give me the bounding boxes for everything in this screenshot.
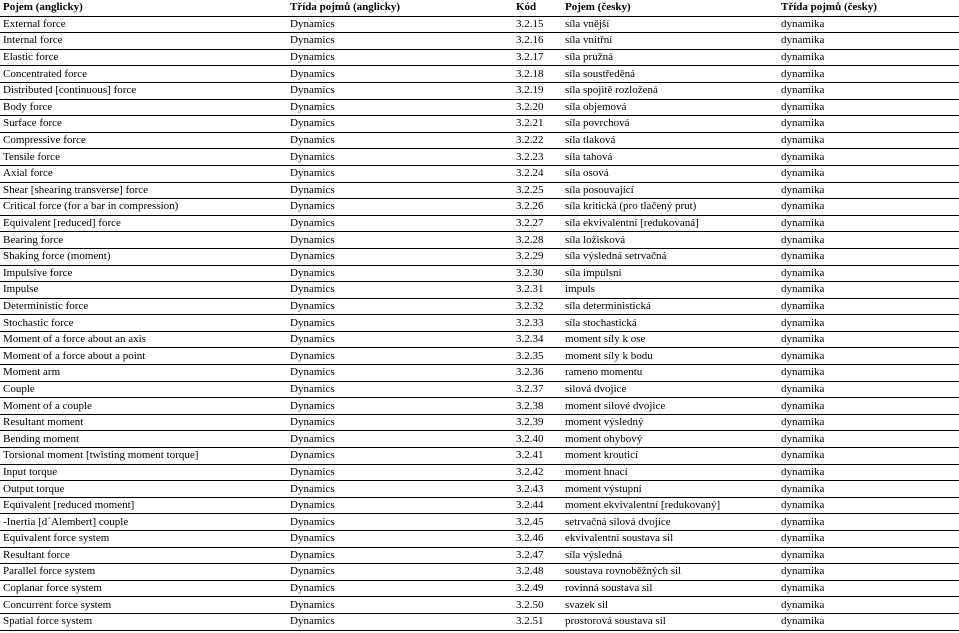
code-cell: 3.2.18 bbox=[513, 66, 562, 83]
table-row bbox=[0, 481, 959, 498]
class-english-cell: Dynamics bbox=[287, 331, 513, 348]
code-cell: 3.2.49 bbox=[513, 580, 562, 597]
code-cell: 3.2.44 bbox=[513, 497, 562, 514]
code-cell: 3.2.35 bbox=[513, 348, 562, 365]
code-cell: 3.2.15 bbox=[513, 16, 562, 33]
class-czech-cell: dynamika bbox=[778, 381, 959, 398]
class-czech-cell: dynamika bbox=[778, 597, 959, 614]
class-czech-cell: dynamika bbox=[778, 531, 959, 548]
term-english-cell: Shaking force (moment) bbox=[0, 248, 287, 265]
code-cell: 3.2.34 bbox=[513, 331, 562, 348]
term-czech-cell: síla ložisková bbox=[562, 232, 778, 249]
class-english-cell: Dynamics bbox=[287, 33, 513, 50]
class-czech-cell: dynamika bbox=[778, 132, 959, 149]
term-czech-cell: moment výstupní bbox=[562, 481, 778, 498]
term-czech-cell: síla vnější bbox=[562, 16, 778, 33]
class-czech-cell: dynamika bbox=[778, 182, 959, 199]
class-english-cell: Dynamics bbox=[287, 282, 513, 299]
term-czech-cell: síla ekvivalentní [redukovaná] bbox=[562, 215, 778, 232]
table-row bbox=[0, 165, 959, 182]
class-czech-cell: dynamika bbox=[778, 431, 959, 448]
table-row bbox=[0, 232, 959, 249]
code-cell: 3.2.31 bbox=[513, 282, 562, 299]
code-cell: 3.2.19 bbox=[513, 82, 562, 99]
code-cell: 3.2.30 bbox=[513, 265, 562, 282]
term-czech-cell: síla stochastická bbox=[562, 315, 778, 332]
class-czech-cell: dynamika bbox=[778, 232, 959, 249]
term-english-cell: -Inertia [d´Alembert] couple bbox=[0, 514, 287, 531]
class-english-cell: Dynamics bbox=[287, 448, 513, 465]
class-czech-cell: dynamika bbox=[778, 282, 959, 299]
term-czech-cell: moment výsledný bbox=[562, 414, 778, 431]
class-english-cell: Dynamics bbox=[287, 531, 513, 548]
code-cell: 3.2.33 bbox=[513, 315, 562, 332]
class-czech-cell: dynamika bbox=[778, 398, 959, 415]
code-cell: 3.2.32 bbox=[513, 298, 562, 315]
term-czech-cell: síla kritická (pro tlačený prut) bbox=[562, 199, 778, 216]
table-row bbox=[0, 547, 959, 564]
table-row bbox=[0, 215, 959, 232]
term-czech-cell: moment krouticí bbox=[562, 448, 778, 465]
class-english-cell: Dynamics bbox=[287, 381, 513, 398]
term-czech-cell: moment síly k ose bbox=[562, 331, 778, 348]
class-czech-cell: dynamika bbox=[778, 315, 959, 332]
term-czech-cell: síla vnitřní bbox=[562, 33, 778, 50]
term-czech-cell: moment hnací bbox=[562, 464, 778, 481]
term-english-cell: Torsional moment [twisting moment torque] bbox=[0, 448, 287, 465]
code-cell: 3.2.47 bbox=[513, 547, 562, 564]
class-czech-cell: dynamika bbox=[778, 448, 959, 465]
code-cell: 3.2.23 bbox=[513, 149, 562, 166]
class-english-cell: Dynamics bbox=[287, 613, 513, 630]
table-row bbox=[0, 497, 959, 514]
term-english-cell: Concentrated force bbox=[0, 66, 287, 83]
term-english-cell: Impulsive force bbox=[0, 265, 287, 282]
code-cell: 3.2.29 bbox=[513, 248, 562, 265]
term-czech-cell: moment ekvivalentní [redukovaný] bbox=[562, 497, 778, 514]
code-cell: 3.2.40 bbox=[513, 431, 562, 448]
code-cell: 3.2.43 bbox=[513, 481, 562, 498]
term-czech-cell: síla objemová bbox=[562, 99, 778, 116]
code-cell: 3.2.27 bbox=[513, 215, 562, 232]
term-english-cell: Critical force (for a bar in compression) bbox=[0, 199, 287, 216]
class-czech-cell: dynamika bbox=[778, 149, 959, 166]
term-czech-cell: moment ohybový bbox=[562, 431, 778, 448]
table-row bbox=[0, 613, 959, 630]
table-row bbox=[0, 248, 959, 265]
class-czech-cell: dynamika bbox=[778, 331, 959, 348]
code-cell: 3.2.17 bbox=[513, 49, 562, 66]
class-czech-cell: dynamika bbox=[778, 199, 959, 216]
term-czech-cell: síla tahová bbox=[562, 149, 778, 166]
table-row bbox=[0, 431, 959, 448]
term-english-cell: Internal force bbox=[0, 33, 287, 50]
table-row bbox=[0, 531, 959, 548]
term-english-cell: Spatial force system bbox=[0, 613, 287, 630]
class-czech-cell: dynamika bbox=[778, 547, 959, 564]
term-english-cell: Shear [shearing transverse] force bbox=[0, 182, 287, 199]
class-czech-cell: dynamika bbox=[778, 82, 959, 99]
class-english-cell: Dynamics bbox=[287, 481, 513, 498]
class-english-cell: Dynamics bbox=[287, 564, 513, 581]
class-czech-cell: dynamika bbox=[778, 580, 959, 597]
table-row bbox=[0, 99, 959, 116]
term-english-cell: Equivalent [reduced moment] bbox=[0, 497, 287, 514]
table-row bbox=[0, 49, 959, 66]
class-english-cell: Dynamics bbox=[287, 248, 513, 265]
class-czech-cell: dynamika bbox=[778, 49, 959, 66]
term-czech-cell: síla spojitě rozložená bbox=[562, 82, 778, 99]
term-english-cell: External force bbox=[0, 16, 287, 33]
class-czech-cell: dynamika bbox=[778, 16, 959, 33]
term-english-cell: Compressive force bbox=[0, 132, 287, 149]
term-english-cell: Equivalent force system bbox=[0, 531, 287, 548]
table-row bbox=[0, 282, 959, 299]
term-czech-cell: síla soustředěná bbox=[562, 66, 778, 83]
table-row bbox=[0, 82, 959, 99]
term-english-cell: Couple bbox=[0, 381, 287, 398]
term-english-cell: Body force bbox=[0, 99, 287, 116]
class-english-cell: Dynamics bbox=[287, 182, 513, 199]
class-english-cell: Dynamics bbox=[287, 597, 513, 614]
term-english-cell: Bearing force bbox=[0, 232, 287, 249]
term-english-cell: Moment of a force about an axis bbox=[0, 331, 287, 348]
code-cell: 3.2.26 bbox=[513, 199, 562, 216]
term-english-cell: Parallel force system bbox=[0, 564, 287, 581]
class-czech-cell: dynamika bbox=[778, 564, 959, 581]
code-cell: 3.2.16 bbox=[513, 33, 562, 50]
class-czech-cell: dynamika bbox=[778, 33, 959, 50]
term-english-cell: Moment of a force about a point bbox=[0, 348, 287, 365]
table-row bbox=[0, 564, 959, 581]
term-english-cell: Bending moment bbox=[0, 431, 287, 448]
table-row bbox=[0, 16, 959, 33]
class-czech-cell: dynamika bbox=[778, 613, 959, 630]
table-row bbox=[0, 398, 959, 415]
class-english-cell: Dynamics bbox=[287, 348, 513, 365]
code-cell: 3.2.46 bbox=[513, 531, 562, 548]
term-english-cell: Equivalent [reduced] force bbox=[0, 215, 287, 232]
table-row bbox=[0, 116, 959, 133]
table-row bbox=[0, 580, 959, 597]
term-english-cell: Distributed [continuous] force bbox=[0, 82, 287, 99]
class-czech-cell: dynamika bbox=[778, 265, 959, 282]
table-row bbox=[0, 33, 959, 50]
term-english-cell: Moment arm bbox=[0, 365, 287, 382]
table-row bbox=[0, 265, 959, 282]
class-english-cell: Dynamics bbox=[287, 547, 513, 564]
header-class-czech: Třída pojmů (česky) bbox=[778, 0, 959, 16]
table-row bbox=[0, 182, 959, 199]
term-english-cell: Axial force bbox=[0, 165, 287, 182]
table-row bbox=[0, 448, 959, 465]
term-english-cell: Elastic force bbox=[0, 49, 287, 66]
code-cell: 3.2.36 bbox=[513, 365, 562, 382]
term-czech-cell: síla posouvající bbox=[562, 182, 778, 199]
table-row bbox=[0, 149, 959, 166]
term-czech-cell: impuls bbox=[562, 282, 778, 299]
code-cell: 3.2.45 bbox=[513, 514, 562, 531]
code-cell: 3.2.25 bbox=[513, 182, 562, 199]
class-english-cell: Dynamics bbox=[287, 497, 513, 514]
table-row bbox=[0, 348, 959, 365]
code-cell: 3.2.22 bbox=[513, 132, 562, 149]
table-body bbox=[0, 16, 959, 630]
term-czech-cell: soustava rovnoběžných sil bbox=[562, 564, 778, 581]
term-czech-cell: moment silové dvojice bbox=[562, 398, 778, 415]
term-english-cell: Impulse bbox=[0, 282, 287, 299]
class-english-cell: Dynamics bbox=[287, 116, 513, 133]
table-row bbox=[0, 66, 959, 83]
term-czech-cell: síla tlaková bbox=[562, 132, 778, 149]
term-english-cell: Surface force bbox=[0, 116, 287, 133]
term-czech-cell: prostorová soustava sil bbox=[562, 613, 778, 630]
term-english-cell: Resultant moment bbox=[0, 414, 287, 431]
table-row bbox=[0, 514, 959, 531]
class-czech-cell: dynamika bbox=[778, 365, 959, 382]
class-english-cell: Dynamics bbox=[287, 66, 513, 83]
term-english-cell: Concurrent force system bbox=[0, 597, 287, 614]
table-row bbox=[0, 381, 959, 398]
class-english-cell: Dynamics bbox=[287, 398, 513, 415]
code-cell: 3.2.39 bbox=[513, 414, 562, 431]
class-czech-cell: dynamika bbox=[778, 464, 959, 481]
class-english-cell: Dynamics bbox=[287, 16, 513, 33]
term-czech-cell: silová dvojice bbox=[562, 381, 778, 398]
table-row bbox=[0, 315, 959, 332]
code-cell: 3.2.21 bbox=[513, 116, 562, 133]
term-czech-cell: síla osová bbox=[562, 165, 778, 182]
term-czech-cell: moment síly k bodu bbox=[562, 348, 778, 365]
code-cell: 3.2.41 bbox=[513, 448, 562, 465]
class-english-cell: Dynamics bbox=[287, 365, 513, 382]
term-english-cell: Deterministic force bbox=[0, 298, 287, 315]
header-class-english: Třída pojmů (anglicky) bbox=[287, 0, 513, 16]
term-english-cell: Coplanar force system bbox=[0, 580, 287, 597]
class-czech-cell: dynamika bbox=[778, 514, 959, 531]
class-english-cell: Dynamics bbox=[287, 464, 513, 481]
header-code: Kód bbox=[513, 0, 562, 16]
code-cell: 3.2.28 bbox=[513, 232, 562, 249]
table-row bbox=[0, 597, 959, 614]
class-english-cell: Dynamics bbox=[287, 49, 513, 66]
class-czech-cell: dynamika bbox=[778, 165, 959, 182]
code-cell: 3.2.50 bbox=[513, 597, 562, 614]
term-english-cell: Moment of a couple bbox=[0, 398, 287, 415]
table-row bbox=[0, 132, 959, 149]
class-czech-cell: dynamika bbox=[778, 248, 959, 265]
class-czech-cell: dynamika bbox=[778, 414, 959, 431]
class-english-cell: Dynamics bbox=[287, 215, 513, 232]
class-english-cell: Dynamics bbox=[287, 265, 513, 282]
term-czech-cell: síla pružná bbox=[562, 49, 778, 66]
code-cell: 3.2.51 bbox=[513, 613, 562, 630]
header-term-czech: Pojem (česky) bbox=[562, 0, 778, 16]
class-english-cell: Dynamics bbox=[287, 199, 513, 216]
term-czech-cell: síla výsledná bbox=[562, 547, 778, 564]
code-cell: 3.2.24 bbox=[513, 165, 562, 182]
class-czech-cell: dynamika bbox=[778, 298, 959, 315]
class-english-cell: Dynamics bbox=[287, 149, 513, 166]
table-row bbox=[0, 464, 959, 481]
class-czech-cell: dynamika bbox=[778, 99, 959, 116]
class-czech-cell: dynamika bbox=[778, 66, 959, 83]
term-czech-cell: síla deterministická bbox=[562, 298, 778, 315]
term-czech-cell: rovinná soustava sil bbox=[562, 580, 778, 597]
class-czech-cell: dynamika bbox=[778, 348, 959, 365]
term-english-cell: Resultant force bbox=[0, 547, 287, 564]
class-english-cell: Dynamics bbox=[287, 414, 513, 431]
code-cell: 3.2.37 bbox=[513, 381, 562, 398]
term-czech-cell: síla povrchová bbox=[562, 116, 778, 133]
class-czech-cell: dynamika bbox=[778, 497, 959, 514]
table-row bbox=[0, 414, 959, 431]
class-english-cell: Dynamics bbox=[287, 298, 513, 315]
class-english-cell: Dynamics bbox=[287, 580, 513, 597]
table-row bbox=[0, 199, 959, 216]
term-english-cell: Input torque bbox=[0, 464, 287, 481]
term-czech-cell: svazek sil bbox=[562, 597, 778, 614]
term-czech-cell: síla impulsní bbox=[562, 265, 778, 282]
class-english-cell: Dynamics bbox=[287, 431, 513, 448]
term-english-cell: Output torque bbox=[0, 481, 287, 498]
code-cell: 3.2.38 bbox=[513, 398, 562, 415]
class-english-cell: Dynamics bbox=[287, 232, 513, 249]
table-row bbox=[0, 365, 959, 382]
term-english-cell: Tensile force bbox=[0, 149, 287, 166]
class-english-cell: Dynamics bbox=[287, 132, 513, 149]
term-english-cell: Stochastic force bbox=[0, 315, 287, 332]
class-czech-cell: dynamika bbox=[778, 215, 959, 232]
header-term-english: Pojem (anglicky) bbox=[0, 0, 287, 16]
code-cell: 3.2.42 bbox=[513, 464, 562, 481]
class-czech-cell: dynamika bbox=[778, 481, 959, 498]
class-czech-cell: dynamika bbox=[778, 116, 959, 133]
class-english-cell: Dynamics bbox=[287, 165, 513, 182]
header-row bbox=[0, 0, 959, 16]
class-english-cell: Dynamics bbox=[287, 99, 513, 116]
class-english-cell: Dynamics bbox=[287, 82, 513, 99]
class-english-cell: Dynamics bbox=[287, 514, 513, 531]
term-czech-cell: setrvačná silová dvojice bbox=[562, 514, 778, 531]
term-czech-cell: rameno momentu bbox=[562, 365, 778, 382]
code-cell: 3.2.48 bbox=[513, 564, 562, 581]
table-row bbox=[0, 298, 959, 315]
table-row bbox=[0, 331, 959, 348]
code-cell: 3.2.20 bbox=[513, 99, 562, 116]
term-czech-cell: síla výsledná setrvačná bbox=[562, 248, 778, 265]
class-english-cell: Dynamics bbox=[287, 315, 513, 332]
term-czech-cell: ekvivalentní soustava sil bbox=[562, 531, 778, 548]
